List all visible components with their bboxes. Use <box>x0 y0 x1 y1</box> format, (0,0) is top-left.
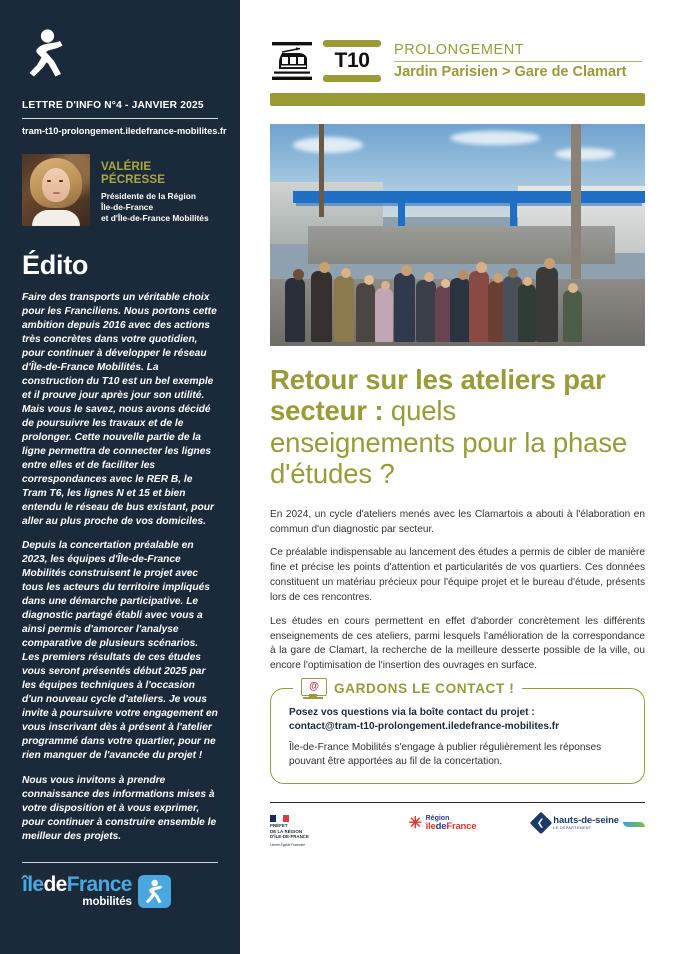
main-content <box>240 0 675 954</box>
at-screen-icon: @ <box>301 678 325 699</box>
author-lastname: PÉCRESSE <box>101 172 166 186</box>
prefet-line-1: PRÉFET <box>270 823 288 829</box>
avatar <box>22 154 90 226</box>
brand-header <box>270 40 645 82</box>
swoosh-icon <box>623 822 645 827</box>
olive-band <box>270 93 645 106</box>
region-idf-logo <box>409 815 477 832</box>
author-role-2: Île-de-France <box>101 201 154 212</box>
prefet-logo <box>270 815 390 847</box>
contact-email[interactable]: contact@tram-t10-prolongement.iledefrance-mobilites.fr <box>289 721 560 732</box>
page-title <box>270 364 645 489</box>
edito-title: Édito <box>22 250 89 280</box>
contact-note: Île-de-France Mobilités s'engage à publier régulièrement les réponses pouvant être apportées au fil de la concertation. <box>289 741 602 768</box>
divider <box>394 61 642 62</box>
headline-bold: Retour sur les ateliers par secteur : <box>270 364 606 427</box>
tram-icon <box>270 40 314 82</box>
contact-instruction: Posez vos questions via la boîte contact du projet : <box>289 707 535 719</box>
ifm-running-man-icon <box>138 875 171 908</box>
body-paragraph: En 2024, un cycle d'ateliers menés avec les Clamartois a abouti à l'élaboration en commun d'un diagnostic par secteur. <box>270 508 645 535</box>
sidebar <box>0 0 240 954</box>
body-paragraph: Ce préalable indispensable au lancement des études a permis de cibler de manière fine et précise les points d'attention et particularités de vos quartiers. Ces données constituent un matériau précieux pour l'équipe projet et le bureau d'étude, présents lors de ces rencontres. <box>270 547 645 603</box>
prefet-line-3: D'ÎLE-DE-FRANCE <box>270 834 310 840</box>
article-body <box>270 508 645 674</box>
logo-word-de: de <box>43 872 67 896</box>
route-label: Jardin Parisien > Gare de Clamart <box>394 63 627 80</box>
region-word-france: France <box>446 821 477 833</box>
hero-photo <box>270 124 645 346</box>
region-word-de: de <box>435 821 447 833</box>
prefet-line-2: DE LA RÉGION <box>270 828 303 834</box>
logo-word-mobilites: mobilités <box>82 895 132 908</box>
author-firstname: VALÉRIE <box>101 160 152 173</box>
divider <box>22 118 218 119</box>
author-role-1: Présidente de la Région <box>101 190 196 201</box>
logo-word-ile: île <box>22 872 44 896</box>
french-flag-icon <box>270 815 289 822</box>
edito-paragraph: Faire des transports un véritable choix pour les Franciliens. Nous portons cette ambition depuis 2016 avec des actions très concrètes dans votre quotidien, pour continuer à développer le réseau d'Île-de-France Mobilités. La construction du T10 est un bel exemple et il prouve jour après jour son utilité. Mais vous le savez, nous avons décidé de poursuivre les travaux et de le prolonger. Cette nouvelle partie de la ligne permettra de connecter les lignes entre elles et de faciliter les correspondances avec le RER B, le Tram T6, les lignes N et 15 et bien entendu le réseau de bus existant, pour aller au plus proche de vos domiciles. <box>22 292 217 527</box>
edito-body <box>22 291 218 844</box>
hds-subtitle: LE DÉPARTEMENT <box>553 826 592 831</box>
line-badge-t10 <box>323 40 381 82</box>
contact-box-title: GARDONS LE CONTACT ! <box>334 681 515 697</box>
partner-logos <box>270 815 645 847</box>
body-paragraph: Les études en cours permettent en effet d'aborder concrètement les différents enseignements de ces ateliers, parmi lesquels l'amélioration de la correspondance à la gare de Clamart, la recherche de la meilleure desserte possible de la ville, ou encore l'optimisation de l'insertion des ouvrages en surface. <box>270 615 645 672</box>
region-label: Région <box>425 815 450 823</box>
line-number: T10 <box>334 49 370 72</box>
chevron-diamond-icon: ❮ <box>530 812 553 835</box>
hauts-de-seine-logo <box>533 815 645 831</box>
newsletter-label: LETTRE D'INFO N°4 - JANVIER 2025 <box>22 100 204 111</box>
ifm-running-man-icon <box>24 28 70 78</box>
region-word-ile: île <box>425 821 436 833</box>
kicker: PROLONGEMENT <box>394 41 525 58</box>
footer-divider <box>270 802 645 804</box>
hds-name: hauts-de-seine <box>553 814 619 826</box>
ifm-logo <box>22 872 218 908</box>
contact-box <box>270 681 645 784</box>
author-role-3: et d'Île-de-France Mobilités <box>101 212 209 223</box>
edito-paragraph: Depuis la concertation préalable en 2023, les équipes d'Île-de-France Mobilités construisent le projet avec tous les acteurs du territoire impliqués dans une démarche participative. Le diagnostic partagé établi avec vous a ainsi permis d'amorcer l'analyse comparative de plusieurs scénarios. Les premiers résultats de ces études vous seront présentés début 2025 par les équipes techniques à l'occasion d'un nouveau cycle d'ateliers. Je vous invite à poursuivre votre engagement en vous inscrivant dès à présent à l'atelier programmé dans votre quartier, pour ne rien manquer de l'avancée du projet ! <box>22 540 218 761</box>
edito-paragraph: Nous vous invitons à prendre connaissance des informations mises à votre disposition et à vous exprimer, pour continuer à construire ensemble le meilleur des projets. <box>22 774 217 842</box>
author-block <box>22 154 218 226</box>
prefet-motto: Liberté Égalité Fraternité <box>270 842 305 847</box>
project-url[interactable]: tram-t10-prolongement.iledefrance-mobilites.fr <box>22 126 227 136</box>
divider <box>22 862 218 863</box>
star-icon: ✳ <box>408 814 423 832</box>
headline-light: quels enseignements pour la phase d'études ? <box>270 395 628 490</box>
logo-word-france: France <box>66 872 132 896</box>
